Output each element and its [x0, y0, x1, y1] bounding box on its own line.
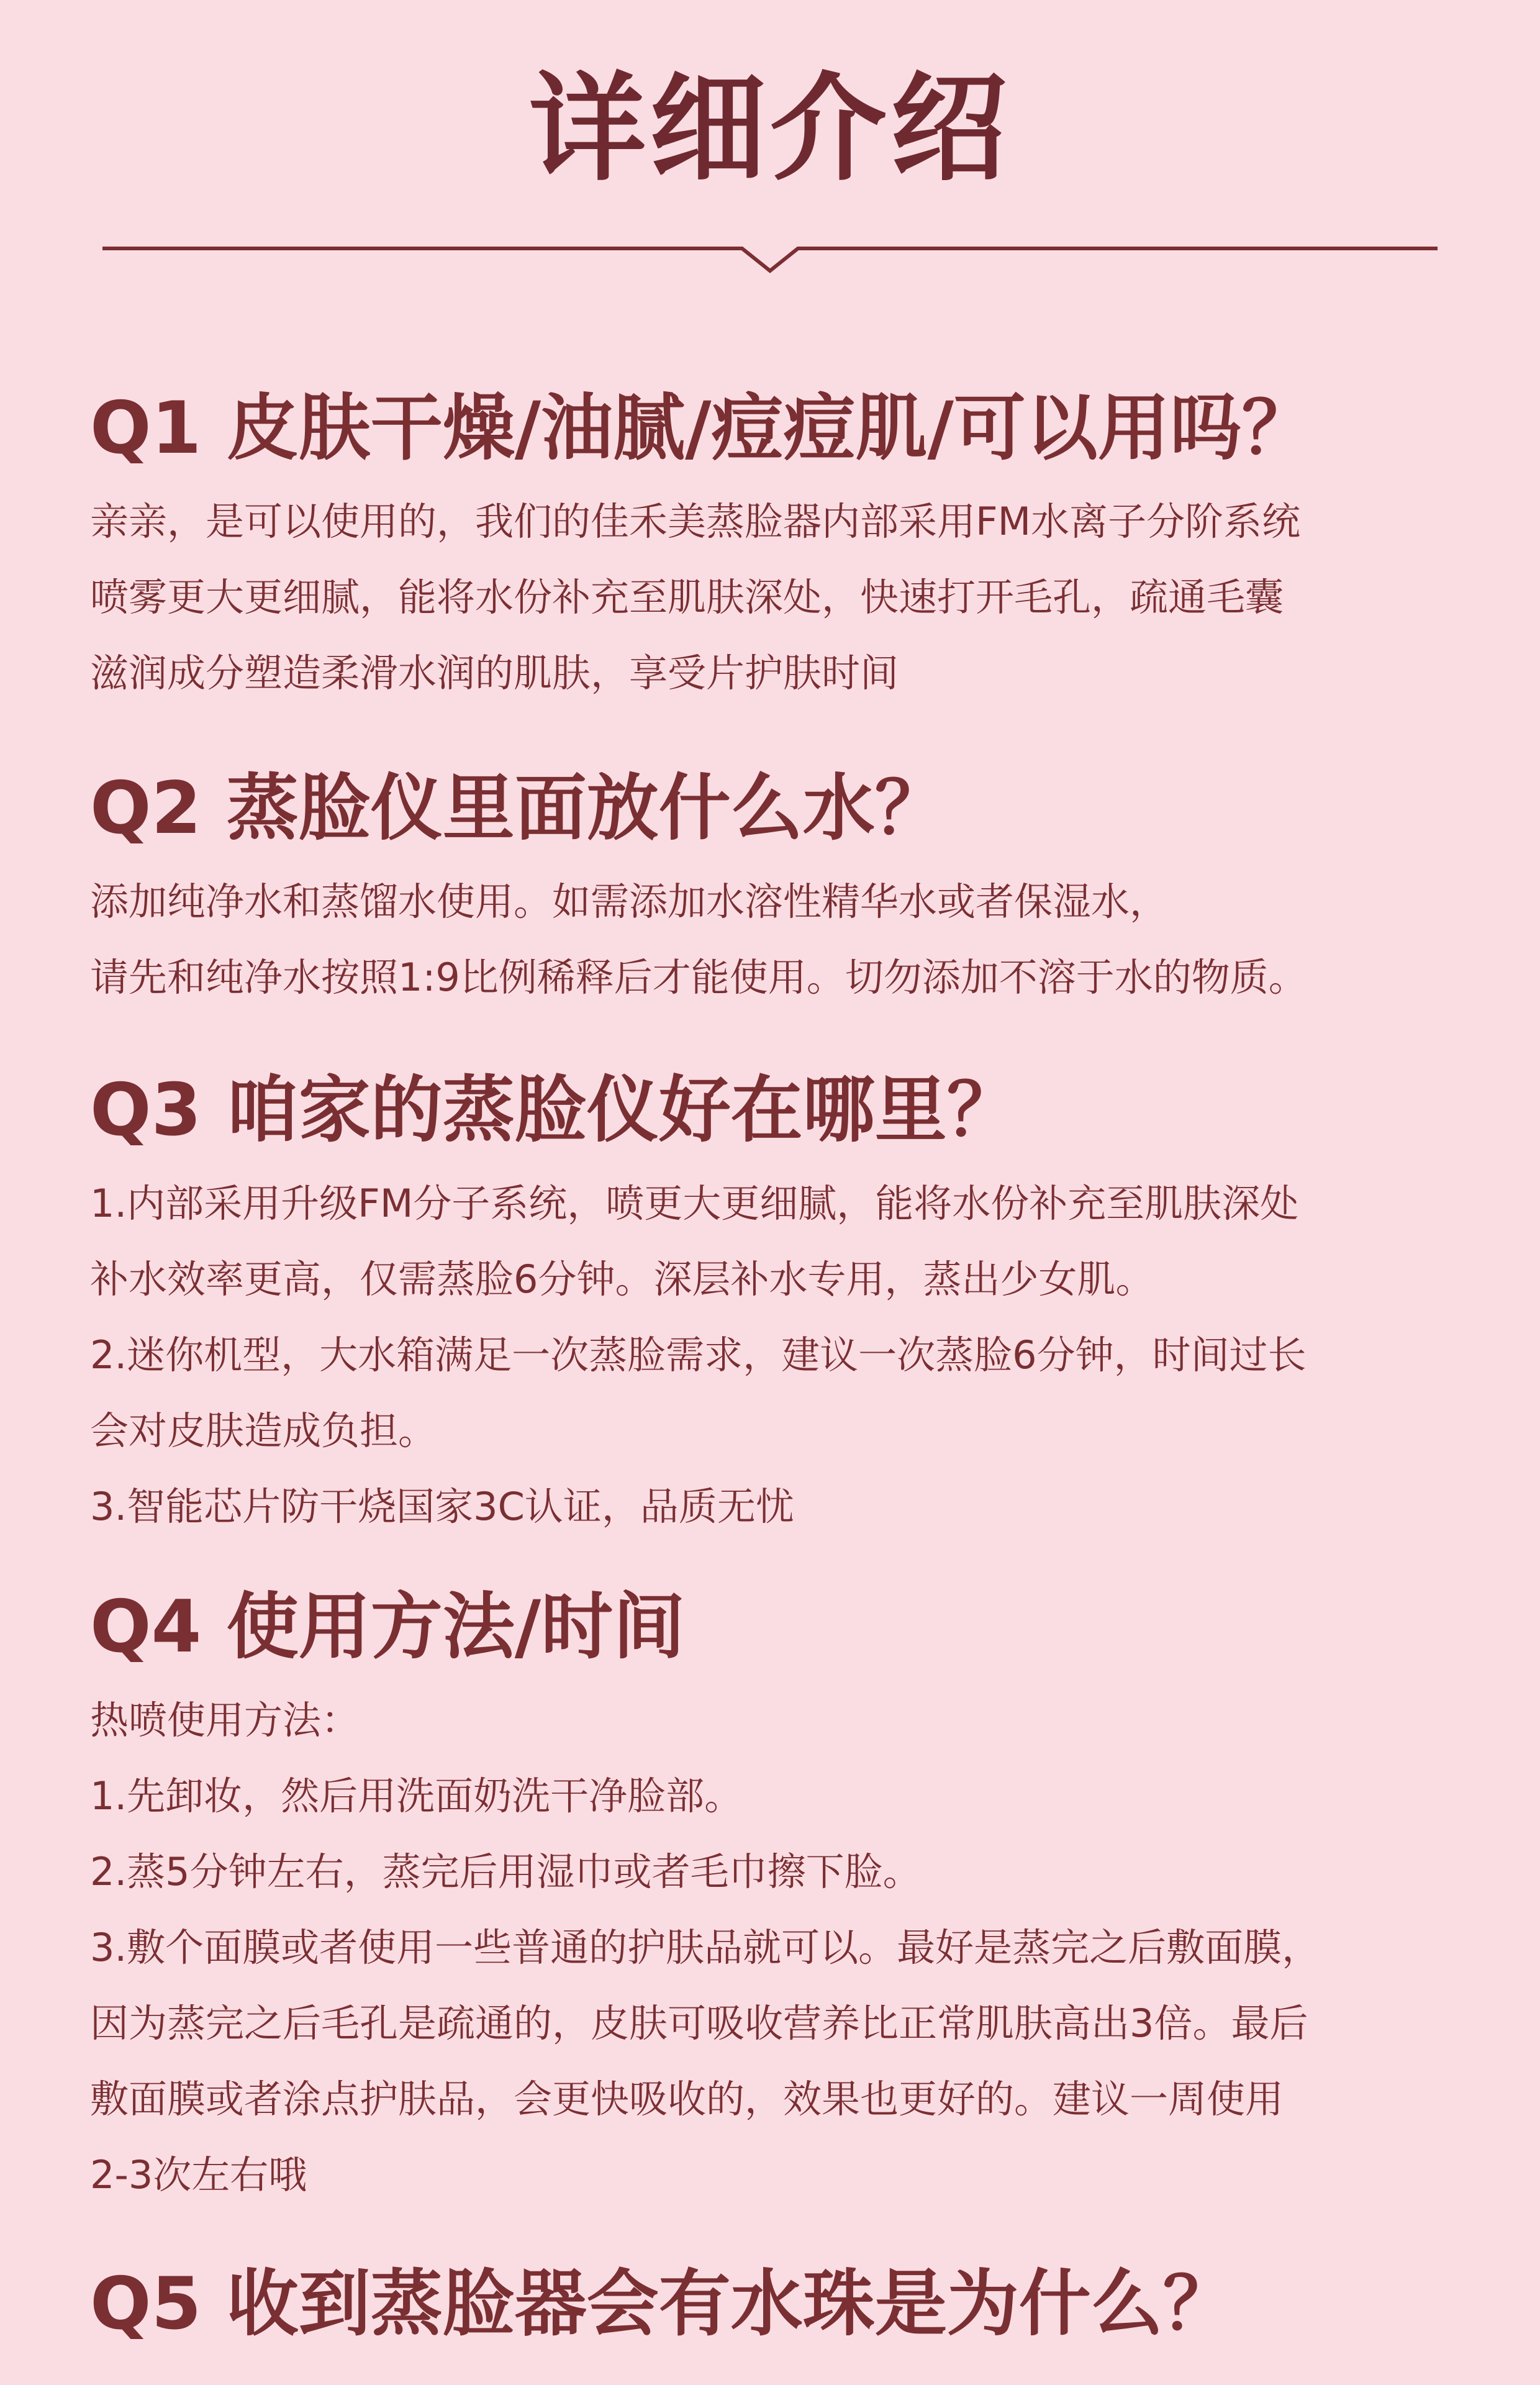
answer-line: 添加纯净水和蒸馏水使用。如需添加水溶性精华水或者保湿水，	[90, 879, 1169, 925]
answer-text	[90, 864, 1456, 1015]
question-heading: Q2 蒸脸仪里面放什么水？	[90, 766, 947, 850]
answer-line: 3.智能芯片防干烧国家3C认证，品质无忧	[90, 1484, 794, 1530]
question-heading: Q3 咱家的蒸脸仪好在哪里？	[90, 1068, 1019, 1152]
answer-line: 2.蒸5分钟左右，蒸完后用湿巾或者毛巾擦下脸。	[90, 1849, 922, 1895]
answer-line: 请先和纯净水按照1:9比例稀释后才能使用。切勿添加不溶于水的物质。	[90, 955, 1307, 1001]
answer-text	[90, 1166, 1456, 1545]
answer-line: 2-3次左右哦	[90, 2152, 307, 2198]
qa-block-q5	[90, 2261, 1456, 2347]
qa-block-q1	[90, 385, 1456, 711]
page-title: 详细介绍	[529, 61, 1011, 197]
answer-line: 滋润成分塑造柔滑水润的肌肤，享受片护肤时间	[90, 650, 899, 696]
answer-line: 会对皮肤造成负担。	[90, 1408, 437, 1454]
qa-block-q3	[90, 1067, 1456, 1545]
answer-line: 3.敷个面膜或者使用一些普通的护肤品就可以。最好是蒸完之后敷面膜，	[90, 1925, 1321, 1971]
answer-line: 1.先卸妆，然后用洗面奶洗干净脸部。	[90, 1773, 743, 1819]
answer-line: 因为蒸完之后毛孔是疏通的，皮肤可吸收营养比正常肌肤高出3倍。最后	[90, 2001, 1308, 2047]
answer-line: 2.迷你机型，大水箱满足一次蒸脸需求，建议一次蒸脸6分钟，时间过长	[90, 1332, 1307, 1378]
answer-line: 敷面膜或者涂点护肤品，会更快吸收的，效果也更好的。建议一周使用	[90, 2076, 1284, 2122]
answer-line: 喷雾更大更细腻，能将水份补充至肌肤深处，快速打开毛孔，疏通毛囊	[90, 575, 1284, 620]
qa-block-q4	[90, 1584, 1456, 2213]
answer-line: 1.内部采用升级FM分子系统，喷更大更细腻，能将水份补充至肌肤深处	[90, 1181, 1299, 1227]
answer-line: 热喷使用方法：	[90, 1697, 360, 1743]
question-heading: Q1 皮肤干燥/油腻/痘痘肌/可以用吗？	[90, 386, 1314, 470]
question-heading: Q5 收到蒸脸器会有水珠是为什么？	[90, 2262, 1235, 2346]
answer-line: 亲亲，是可以使用的，我们的佳禾美蒸脸器内部采用FM水离子分阶系统	[90, 499, 1301, 545]
answer-line: 补水效率更高，仅需蒸脸6分钟。深层补水专用，蒸出少女肌。	[90, 1256, 1154, 1302]
title-divider	[102, 236, 1438, 279]
answer-text	[90, 1683, 1456, 2213]
answer-text	[90, 484, 1456, 711]
qa-block-q2	[90, 765, 1456, 1015]
question-heading: Q4 使用方法/时间	[90, 1585, 686, 1669]
